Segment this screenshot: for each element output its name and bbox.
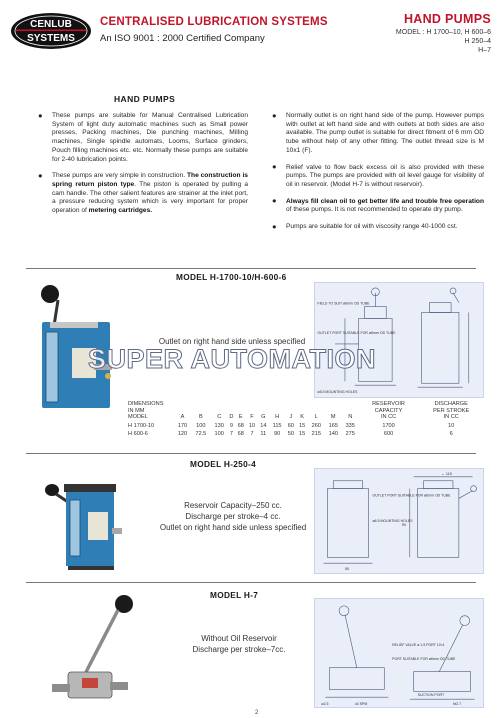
header-cell: B — [198, 414, 203, 420]
drawing-label: ø8.5 MOUNTING HOLES — [317, 390, 358, 395]
drawing-label: 44 SPM — [354, 702, 368, 707]
table-cell: 68 — [237, 422, 244, 429]
drawing-label: RELIEF VALVE ø 1.5 PORT 10×1 — [392, 643, 445, 648]
drawing-label: 50 — [345, 567, 350, 572]
pump-h250-photo — [38, 468, 124, 574]
drawing-label: PORT SUITABLE FOR ø6mm OD TUBE — [392, 656, 456, 661]
header-cell: G — [261, 414, 266, 420]
logo-text-1: CENLUB — [30, 19, 72, 30]
watermark: SUPER AUTOMATION — [88, 344, 377, 374]
header-text: IN MM — [128, 407, 145, 414]
header-cell: M — [330, 414, 336, 420]
bullet-paragraph — [272, 198, 484, 215]
table-cell: 90 — [273, 430, 281, 437]
table-cell: 165 — [328, 422, 338, 429]
document-title: HAND PUMPS — [403, 12, 491, 26]
table-cell: 275 — [345, 430, 355, 437]
caption-line: Discharge per stroke–4 cc. — [185, 512, 281, 521]
bold-text: metering cartridges. — [88, 207, 153, 215]
table-cell: 68 — [237, 430, 244, 437]
header-cell — [418, 400, 484, 422]
model-1-drawing — [314, 282, 484, 398]
table-cell: 15 — [299, 422, 306, 429]
bullet-paragraph: ● Pumps are suitable for oil with viscosity range 40-1000 cst. — [272, 223, 484, 232]
caption-line: Discharge per stroke–7cc. — [192, 645, 286, 654]
table-cell: 335 — [345, 422, 355, 429]
text-run: These pumps are very simple in construction. — [52, 172, 186, 180]
bullet-paragraph: ● Relief valve to flow back excess oil is also provided with these pumps. The pumps are provided with oil level gauge for visibility of oil in reservoir. (Model H-7 is without reservoir). — [272, 164, 484, 190]
bullet-paragraph: ● Normally outlet is on right hand side of the pump. However pumps with outlet at left hand side and with outlets at both sides are also available. The pump outlet is suitable for direct fitment of 6 mm OD tube without help of any other fitting. The outlet thread size is M 10x1 (F). — [272, 112, 484, 156]
table-cell: 60 — [287, 422, 294, 429]
table-cell: H 600-6 — [128, 430, 148, 437]
header-cell: E — [238, 414, 243, 420]
table-header-row — [128, 400, 484, 422]
table-cell: 10 — [448, 422, 455, 429]
table-cell: 7 — [250, 430, 254, 437]
model-line: H–7 — [478, 47, 491, 54]
model-2-drawing — [314, 468, 484, 574]
drawing-label: OUTLET PORT SUITABLE FOR ø6mm OD TUBE — [372, 493, 451, 498]
header-text: RESERVOIR — [372, 401, 405, 407]
table-cell: 600 — [383, 430, 394, 437]
intro-right-column — [272, 112, 484, 240]
cenlub-logo — [10, 12, 92, 50]
drawing-label: SUCTION PORT — [417, 693, 445, 698]
drawing-label: FIELD TO SUIT ø6mm OD TUBE — [317, 301, 370, 306]
company-subtitle: An ISO 9001 : 2000 Certified Company — [100, 33, 265, 44]
table-cell: 100 — [214, 430, 224, 437]
model-1-title: MODEL H-1700-10/H-600-6 — [176, 272, 287, 282]
header-text: DIMENSIONS — [128, 401, 164, 407]
header-text: CAPACITY — [374, 407, 403, 414]
caption-line: Without Oil Reservoir — [201, 634, 277, 643]
table-cell: 130 — [214, 422, 224, 429]
header-text: DISCHARGE — [434, 401, 468, 407]
company-title: CENTRALISED LUBRICATION SYSTEMS — [100, 16, 328, 28]
table-cell: 9 — [229, 422, 233, 429]
table-row — [128, 430, 484, 438]
drawing-label: OUTLET PORT SUITABLE FOR ø6mm OD TUBE — [317, 331, 396, 336]
header-cell — [359, 400, 419, 422]
table-cell: 15 — [299, 430, 306, 437]
table-cell: 170 — [177, 422, 188, 429]
divider — [26, 453, 476, 454]
table-cell: 260 — [311, 422, 321, 429]
header-cell — [128, 400, 174, 422]
table-cell: 14 — [260, 422, 267, 429]
table-cell: 115 — [272, 422, 282, 429]
page-number: 2 — [255, 710, 259, 716]
model-line: H 250–4 — [464, 38, 491, 45]
caption-line: Outlet on right hand side unless specified — [159, 523, 307, 532]
dimensions-table — [128, 400, 484, 438]
table-cell: 1700 — [382, 422, 395, 429]
text-run: of these pumps. It is not recommended to operate dry pump. — [286, 206, 463, 214]
drawing-label: NO.7 — [453, 702, 462, 707]
text-run: . The piston is operated by pulling a cam handle. The other salient features are strainer at the inlet port, a pressure reducing system which is very important for proper operation of — [52, 180, 249, 215]
drawing-label: ← 115 — [441, 471, 452, 476]
table-cell: 11 — [260, 430, 267, 437]
header-cell: K — [300, 414, 305, 420]
drawing-label: ø6.5 MOUNTING HOLES — [372, 518, 413, 523]
model-2-title: MODEL H-250-4 — [190, 459, 256, 469]
header-cell: N — [348, 414, 353, 420]
table-cell: 6 — [449, 430, 453, 437]
pump-h7-photo — [38, 592, 136, 708]
logo-text-2: SYSTEMS — [27, 33, 75, 44]
table-cell: 10 — [248, 422, 256, 429]
intro-heading: HAND PUMPS — [114, 94, 176, 104]
model-3-title: MODEL H-7 — [210, 590, 259, 600]
table-cell: 120 — [177, 430, 188, 437]
header-text: IN CC — [380, 414, 397, 420]
header-cell: D — [229, 414, 234, 420]
table-cell: 7 — [229, 430, 233, 437]
table-cell: 215 — [311, 430, 321, 437]
table-row — [128, 422, 484, 430]
divider — [26, 268, 476, 269]
drawing-label: ø2.5 — [321, 702, 329, 707]
intro-left-column — [38, 112, 248, 224]
model-list — [396, 28, 491, 55]
header-cell: J — [289, 414, 293, 420]
model-3-drawing — [314, 598, 484, 708]
table-cell: 140 — [328, 430, 338, 437]
caption-line: Reservoir Capacity–250 cc. — [184, 501, 282, 510]
table-cell: H 1700-10 — [128, 422, 155, 429]
header-cell: C — [217, 414, 222, 420]
header-text: MODEL — [128, 414, 148, 420]
model-line: MODEL : H 1700–10, H 600–6 — [395, 29, 491, 36]
table-cell: 50 — [287, 430, 294, 437]
header-text: IN CC — [443, 414, 459, 420]
header-cell: H — [275, 414, 280, 420]
header-text: PER STROKE — [433, 407, 470, 414]
header-cell: L — [314, 414, 318, 420]
bold-text: The construction is spring return piston type — [52, 172, 248, 188]
header-cell: A — [180, 414, 185, 420]
table-cell: 72.5 — [195, 430, 207, 437]
header-cell: F — [250, 414, 254, 420]
bold-text: Always fill clean oil to get better life and trouble free operation — [286, 197, 484, 205]
model-1-caption: Outlet on right hand side unless specified — [158, 337, 306, 346]
bullet-paragraph: ● These pumps are suitable for Manual Centralised Lubrication System of light duty automatic machines such as Small power presses, Packing machines, Die punching machines, Milling machines, Single spindle automats, Looms, Surface grinders, Pouch filling machines etc. etc. Normally these pumps are suitable for 2-40 lubrication points. — [38, 112, 248, 164]
model-2-caption — [148, 500, 318, 533]
bullet-paragraph — [38, 172, 248, 216]
divider — [26, 582, 476, 583]
table-cell: 100 — [196, 422, 206, 429]
drawing-label: 90 — [401, 522, 407, 527]
model-3-caption — [180, 633, 298, 655]
